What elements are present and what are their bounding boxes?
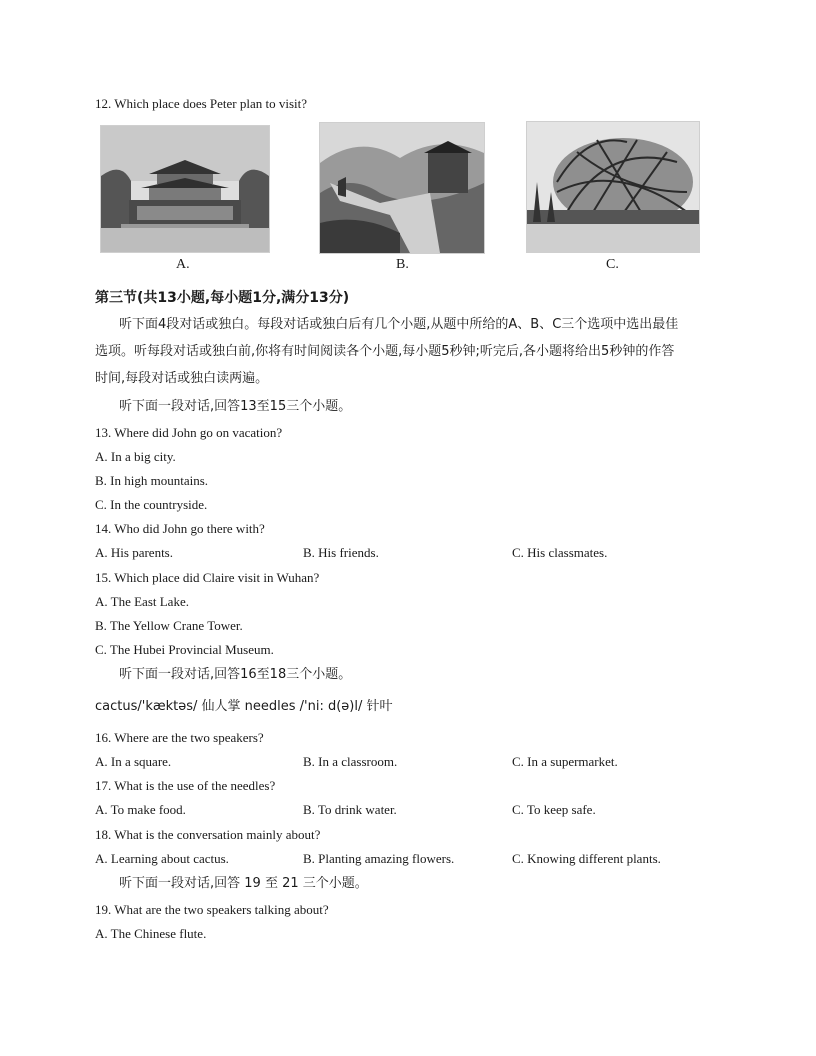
question-13-text: 13. Where did John go on vacation? [95,425,283,440]
question-18-text: 18. What is the conversation mainly about? [95,827,321,842]
question-16-option-c: C. In a supermarket. [512,754,618,769]
question-15-option-c: C. The Hubei Provincial Museum. [95,642,274,657]
question-18-option-c: C. Knowing different plants. [512,851,661,866]
question-14-option-b: B. His friends. [303,545,379,560]
question-18-option-a: A. Learning about cactus. [95,851,229,866]
question-16-option-b: B. In a classroom. [303,754,398,769]
passage-1-intro: 听下面一段对话,回答13至15三个小题。 [119,399,352,414]
question-13-option-b: B. In high mountains. [95,473,209,488]
question-14-option-a: A. His parents. [95,545,173,560]
question-17-option-b: B. To drink water. [303,802,397,817]
instruction-line-3: 时间,每段对话或独白读两遍。 [95,371,269,386]
option-a-label: A. [176,257,190,272]
passage-3-intro: 听下面一段对话,回答 19 至 21 三个小题。 [119,876,368,891]
instruction-line-2: 选项。听每段对话或独白前,你将有时间阅读各个小题,每小题5秒钟;听完后,各小题将给出5秒钟的作答 [95,344,675,359]
question-17-option-a: A. To make food. [95,802,186,817]
question-16-text: 16. Where are the two speakers? [95,730,264,745]
question-12-text: 12. Which place does Peter plan to visit? [95,96,308,111]
question-19-text: 19. What are the two speakers talking about? [95,902,329,917]
passage-2-intro: 听下面一段对话,回答16至18三个小题。 [119,667,352,682]
option-b-label: B. [396,257,409,272]
birds-nest-stadium-image [526,121,700,253]
question-15-option-b: B. The Yellow Crane Tower. [95,618,243,633]
question-15-text: 15. Which place did Claire visit in Wuhan? [95,570,320,585]
question-16-option-a: A. In a square. [95,754,172,769]
question-13-option-c: C. In the countryside. [95,497,208,512]
question-17-text: 17. What is the use of the needles? [95,778,276,793]
question-18-option-b: B. Planting amazing flowers. [303,851,455,866]
question-15-option-a: A. The East Lake. [95,594,189,609]
question-19-option-a: A. The Chinese flute. [95,926,207,941]
instruction-line-1: 听下面4段对话或独白。每段对话或独白后有几个小题,从题中所给的A、B、C三个选项中选出最佳 [119,317,679,332]
section-3-heading: 第三节(共13小题,每小题1分,满分13分) [95,290,350,306]
great-wall-image [319,122,485,254]
question-17-option-c: C. To keep safe. [512,802,596,817]
question-14-option-c: C. His classmates. [512,545,608,560]
vocabulary-note: cactus/'kæktəs/ 仙人掌 needles /'ni: d(ə)l/ 针叶 [95,699,393,714]
option-c-label: C. [606,257,619,272]
palace-building-image [100,125,270,253]
question-13-option-a: A. In a big city. [95,449,176,464]
question-14-text: 14. Who did John go there with? [95,521,265,536]
